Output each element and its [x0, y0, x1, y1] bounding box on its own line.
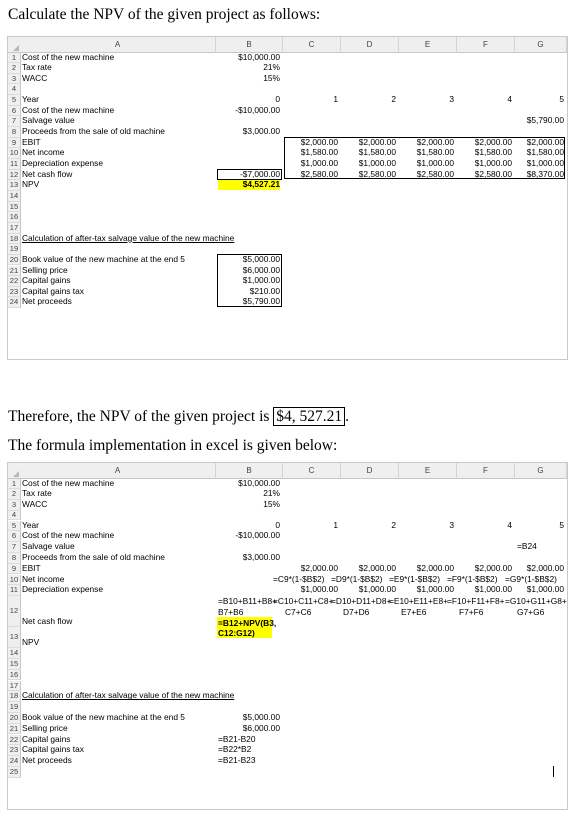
row-label: EBIT	[22, 562, 41, 573]
row-header: 12	[8, 596, 21, 627]
row-header: 5	[8, 95, 21, 106]
row-header: 2	[8, 489, 21, 500]
year-cell: 3	[449, 519, 454, 530]
row-header: 17	[8, 223, 21, 234]
row-label: Selling price	[22, 722, 68, 733]
salvage-value-cell: $5,790.00	[526, 115, 564, 126]
row-label: NPV	[22, 179, 40, 190]
value-cell: $210.00	[249, 285, 280, 296]
value-cell: $10,000.00	[238, 51, 280, 62]
depreciation-cell: $1,000.00	[300, 158, 338, 168]
row-header: 1	[8, 53, 21, 64]
row-header: 8	[8, 127, 21, 138]
ncf-formula-top: =C10+C11+C8+	[273, 596, 334, 607]
year-cell: 2	[391, 94, 396, 105]
year-cell: 5	[559, 94, 564, 105]
ncf-block-border	[284, 137, 565, 180]
row-label: EBIT	[22, 136, 41, 147]
net-income-cell: $1,580.00	[300, 147, 338, 158]
row-label: Proceeds from the sale of old machine	[22, 126, 165, 137]
row-label: WACC	[22, 72, 48, 83]
depreciation-cell: $1,000.00	[300, 584, 338, 595]
ebit-cell: $2,000.00	[358, 562, 396, 573]
row-label: Net cash flow	[22, 616, 73, 627]
ebit-cell: $2,000.00	[474, 562, 512, 573]
value-cell: 15%	[263, 72, 280, 83]
row-header: 23	[8, 745, 21, 756]
row-header: 1	[8, 479, 21, 490]
b-block-border	[217, 254, 282, 307]
value-cell: 15%	[263, 499, 280, 510]
row-header: 23	[8, 287, 21, 298]
value-cell: $3,000.00	[242, 126, 280, 137]
ebit-cell: $2,000.00	[358, 136, 396, 147]
row-label: Net proceeds	[22, 755, 72, 766]
row-header: 15	[8, 659, 21, 670]
row-label: Net income	[22, 573, 65, 584]
ebit-cell: $2,000.00	[526, 136, 564, 147]
row-label: Tax rate	[22, 62, 52, 73]
formulas-grid	[8, 463, 567, 809]
row-header: 18	[8, 691, 21, 702]
row-label: Capital gains	[22, 733, 71, 744]
net-income-formula-cell: =D9*(1-$B$2)	[331, 573, 383, 584]
net-income-formula-cell: =G9*(1-$B$2)	[505, 573, 557, 584]
conclusion-suffix: .	[345, 408, 350, 425]
b12-formula-top: =B10+B11+B8+	[218, 596, 277, 607]
net-income-cell: $1,580.00	[474, 147, 512, 158]
ncf-formula-bottom: D7+D6	[343, 607, 370, 618]
depreciation-cell: $1,000.00	[474, 158, 512, 168]
row-header: 7	[8, 542, 21, 553]
column-header: E	[399, 463, 457, 479]
row-label: Selling price	[22, 264, 68, 275]
row-label: Net income	[22, 147, 65, 158]
net-income-cell: $1,580.00	[416, 147, 454, 158]
row-header: 20	[8, 255, 21, 266]
row-header: 6	[8, 531, 21, 542]
row-header: 3	[8, 74, 21, 85]
row-label: Year	[22, 519, 39, 530]
value-cell: $5,000.00	[242, 711, 280, 722]
npv-answer: $4, 527.21	[273, 407, 345, 426]
row-label: Depreciation expense	[22, 584, 104, 595]
row-header: 10	[8, 148, 21, 159]
row-header: 24	[8, 756, 21, 767]
depreciation-cell: $1,000.00	[416, 584, 454, 595]
net-income-cell: $1,580.00	[358, 147, 396, 158]
row-header: 19	[8, 702, 21, 713]
row-header: 3	[8, 500, 21, 511]
ebit-cell: $2,000.00	[474, 136, 512, 147]
row-label: Depreciation expense	[22, 158, 104, 168]
row-header: 4	[8, 511, 21, 521]
b12-formula-bottom: B7+B6	[218, 607, 244, 618]
column-header: A	[20, 37, 216, 53]
column-header: B	[216, 37, 283, 53]
value-cell: $6,000.00	[242, 722, 280, 733]
section-title: Calculation of after-tax salvage value of the new machine	[22, 232, 235, 243]
row-label: Capital gains tax	[22, 285, 84, 296]
net-cash-flow-cell: $2,580.00	[300, 168, 338, 179]
row-header: 2	[8, 63, 21, 74]
net-income-cell: $1,580.00	[526, 147, 564, 158]
ncf-formula-bottom: E7+E6	[401, 607, 427, 618]
formula-intro-text: The formula implementation in excel is given below:	[8, 437, 338, 454]
b12-border	[217, 169, 282, 180]
row-label: Capital gains	[22, 275, 71, 286]
row-header: 5	[8, 521, 21, 532]
year-cell: 3	[449, 94, 454, 105]
value-cell: $6,000.00	[242, 264, 280, 275]
formula-cell: =B21-B23	[218, 755, 256, 766]
row-label: Capital gains tax	[22, 744, 84, 755]
row-header: 16	[8, 670, 21, 681]
row-header: 14	[8, 191, 21, 202]
ebit-cell: $2,000.00	[300, 562, 338, 573]
column-header: F	[457, 37, 515, 53]
column-header: C	[283, 463, 341, 479]
section-title: Calculation of after-tax salvage value of the new machine	[22, 690, 235, 701]
salvage-formula-cell: =B24	[517, 541, 537, 552]
row-header: 22	[8, 735, 21, 746]
row-label: Cost of the new machine	[22, 51, 115, 62]
value-cell: -$7,000.00	[239, 168, 280, 179]
row-header: 18	[8, 234, 21, 245]
conclusion-text	[8, 408, 349, 426]
value-cell: -$10,000.00	[235, 104, 280, 115]
depreciation-cell: $1,000.00	[358, 584, 396, 595]
row-header: 6	[8, 106, 21, 117]
row-header: 14	[8, 648, 21, 659]
year-cell: 4	[507, 94, 512, 105]
row-header: 19	[8, 244, 21, 255]
text-cursor	[553, 766, 554, 777]
ncf-formula-top: =E10+E11+E8+	[389, 596, 448, 607]
column-header: A	[20, 463, 216, 479]
row-label: Cost of the new machine	[22, 104, 115, 115]
value-cell: 21%	[263, 62, 280, 73]
row-label: Net cash flow	[22, 168, 73, 179]
depreciation-cell: $1,000.00	[474, 584, 512, 595]
value-cell: -$10,000.00	[235, 530, 280, 541]
year-cell: 4	[507, 519, 512, 530]
intro-text: Calculate the NPV of the given project as follows:	[8, 6, 321, 23]
ebit-cell: $2,000.00	[416, 562, 454, 573]
npv-formula-top: =B12+NPV(B3,	[218, 618, 277, 629]
column-header: G	[515, 463, 567, 479]
net-income-formula-cell: =E9*(1-$B$2)	[389, 573, 440, 584]
column-header: B	[216, 463, 283, 479]
row-header: 15	[8, 202, 21, 213]
npv-formula-bottom: C12:G12)	[218, 628, 255, 639]
row-label: Proceeds from the sale of old machine	[22, 551, 165, 562]
ebit-cell: $2,000.00	[300, 136, 338, 147]
row-header: 12	[8, 170, 21, 181]
row-label: Salvage value	[22, 115, 75, 126]
row-label: NPV	[22, 637, 40, 648]
formula-cell: =B22*B2	[218, 744, 252, 755]
row-label: Cost of the new machine	[22, 477, 115, 488]
ncf-formula-bottom: G7+G6	[517, 607, 545, 618]
depreciation-cell: $1,000.00	[526, 158, 564, 168]
column-header: C	[283, 37, 341, 53]
value-cell: 0	[275, 94, 280, 105]
row-header: 22	[8, 276, 21, 287]
value-cell: 21%	[263, 488, 280, 499]
depreciation-cell: $1,000.00	[526, 584, 564, 595]
row-header: 16	[8, 212, 21, 223]
year-cell: 1	[333, 519, 338, 530]
column-header: F	[457, 463, 515, 479]
ncf-formula-bottom: C7+C6	[285, 607, 312, 618]
row-label: WACC	[22, 499, 48, 510]
values-grid	[8, 37, 567, 359]
row-header: 24	[8, 297, 21, 308]
conclusion-prefix: Therefore, the NPV of the given project is	[8, 408, 270, 425]
row-header: 8	[8, 553, 21, 564]
ebit-cell: $2,000.00	[416, 136, 454, 147]
row-header: 11	[8, 159, 21, 170]
net-cash-flow-cell: $2,580.00	[416, 168, 454, 179]
row-label: Tax rate	[22, 488, 52, 499]
year-cell: 2	[391, 519, 396, 530]
row-header: 21	[8, 724, 21, 735]
row-header: 4	[8, 84, 21, 95]
row-header: 10	[8, 575, 21, 586]
row-header: 21	[8, 266, 21, 277]
column-header: D	[341, 463, 399, 479]
npv-value-cell: $4,527.21	[218, 180, 280, 190]
ncf-formula-top: =D10+D11+D8+	[331, 596, 392, 607]
value-cell: $5,000.00	[242, 253, 280, 264]
year-cell: 1	[333, 94, 338, 105]
depreciation-cell: $1,000.00	[358, 158, 396, 168]
column-header: D	[341, 37, 399, 53]
row-header: 13	[8, 627, 21, 648]
net-income-formula-cell: =C9*(1-$B$2)	[273, 573, 325, 584]
row-label: Book value of the new machine at the end 5	[22, 711, 185, 722]
row-label: Cost of the new machine	[22, 530, 115, 541]
row-header: 11	[8, 585, 21, 596]
row-label: Salvage value	[22, 541, 75, 552]
value-cell: $5,790.00	[242, 296, 280, 307]
row-header: 20	[8, 713, 21, 724]
ebit-cell: $2,000.00	[526, 562, 564, 573]
row-header: 9	[8, 138, 21, 149]
spreadsheet-formulas	[7, 462, 568, 810]
ncf-formula-top: =G10+G11+G8+	[505, 596, 567, 607]
year-cell: 5	[559, 519, 564, 530]
ncf-formula-top: =F10+F11+F8+	[447, 596, 505, 607]
formula-cell: =B21-B20	[218, 733, 256, 744]
row-header: 7	[8, 116, 21, 127]
column-header: G	[515, 37, 567, 53]
spreadsheet-values	[7, 36, 568, 360]
row-label: Book value of the new machine at the end 5	[22, 253, 185, 264]
ncf-formula-bottom: F7+F6	[459, 607, 484, 618]
row-header: 17	[8, 681, 21, 692]
net-cash-flow-cell: $8,370.00	[526, 168, 564, 179]
row-header: 9	[8, 564, 21, 575]
depreciation-cell: $1,000.00	[416, 158, 454, 168]
net-income-formula-cell: =F9*(1-$B$2)	[447, 573, 498, 584]
row-label: Year	[22, 94, 39, 105]
value-cell: $3,000.00	[242, 551, 280, 562]
row-header: 25	[8, 767, 21, 778]
value-cell: $10,000.00	[238, 477, 280, 488]
net-cash-flow-cell: $2,580.00	[358, 168, 396, 179]
value-cell: 0	[275, 519, 280, 530]
value-cell: $1,000.00	[242, 275, 280, 286]
row-label: Net proceeds	[22, 296, 72, 307]
row-header: 13	[8, 180, 21, 191]
column-header: E	[399, 37, 457, 53]
net-cash-flow-cell: $2,580.00	[474, 168, 512, 179]
